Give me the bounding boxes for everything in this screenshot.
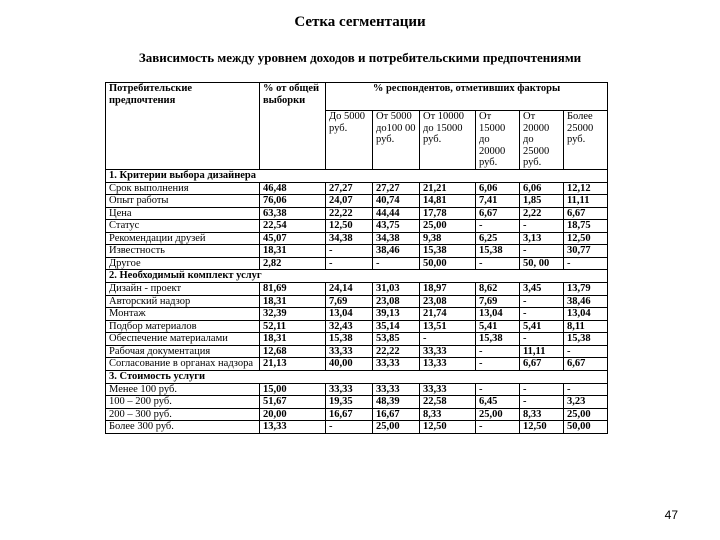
row-value: 11,11 bbox=[564, 195, 608, 208]
row-value: 50,00 bbox=[420, 257, 476, 270]
section-title: 1. Критерии выбора дизайнера bbox=[106, 169, 608, 182]
row-value: 9,38 bbox=[420, 232, 476, 245]
row-value: - bbox=[326, 421, 373, 434]
page-title: Сетка сегментации bbox=[294, 14, 426, 30]
section-row bbox=[106, 270, 608, 283]
table-row bbox=[106, 283, 608, 296]
row-share: 18,31 bbox=[260, 333, 326, 346]
row-value: 8,62 bbox=[476, 283, 520, 296]
row-value: - bbox=[476, 257, 520, 270]
row-value: 23,08 bbox=[373, 295, 420, 308]
row-value: 15,38 bbox=[476, 333, 520, 346]
row-value: - bbox=[520, 333, 564, 346]
row-value: 7,41 bbox=[476, 195, 520, 208]
row-label: 200 – 300 руб. bbox=[106, 408, 260, 421]
row-share: 18,31 bbox=[260, 295, 326, 308]
row-label: Статус bbox=[106, 220, 260, 233]
row-value: 40,74 bbox=[373, 195, 420, 208]
row-value: 19,35 bbox=[326, 396, 373, 409]
row-value: 39,13 bbox=[373, 308, 420, 321]
table-row bbox=[106, 383, 608, 396]
row-value: 50, 00 bbox=[520, 257, 564, 270]
row-value: 48,39 bbox=[373, 396, 420, 409]
row-value: 3,45 bbox=[520, 283, 564, 296]
row-value: 12,50 bbox=[520, 421, 564, 434]
row-value: 13,04 bbox=[476, 308, 520, 321]
row-value: 33,33 bbox=[373, 358, 420, 371]
row-value: 1,85 bbox=[520, 195, 564, 208]
row-label: Известность bbox=[106, 245, 260, 258]
row-value: 40,00 bbox=[326, 358, 373, 371]
row-value: 33,33 bbox=[420, 345, 476, 358]
table-row bbox=[106, 345, 608, 358]
table-row bbox=[106, 295, 608, 308]
header-respondents: % респондентов, отметивших факторы bbox=[326, 83, 608, 111]
row-value: 43,75 bbox=[373, 220, 420, 233]
row-share: 18,31 bbox=[260, 245, 326, 258]
table-row bbox=[106, 358, 608, 371]
row-label: Другое bbox=[106, 257, 260, 270]
table-row bbox=[106, 220, 608, 233]
row-value: 8,33 bbox=[520, 408, 564, 421]
row-share: 46,48 bbox=[260, 182, 326, 195]
row-share: 20,00 bbox=[260, 408, 326, 421]
table-row bbox=[106, 257, 608, 270]
row-value: 13,33 bbox=[420, 358, 476, 371]
header-income-6: Более 25000 руб. bbox=[564, 111, 608, 170]
row-value: 3,23 bbox=[564, 396, 608, 409]
table-row bbox=[106, 333, 608, 346]
row-share: 51,67 bbox=[260, 396, 326, 409]
row-value: 16,67 bbox=[326, 408, 373, 421]
row-share: 2,82 bbox=[260, 257, 326, 270]
row-value: - bbox=[326, 257, 373, 270]
row-label: Менее 100 руб. bbox=[106, 383, 260, 396]
row-value: 25,00 bbox=[420, 220, 476, 233]
table-row bbox=[106, 320, 608, 333]
row-label: Рекомендации друзей bbox=[106, 232, 260, 245]
row-label: Авторский надзор bbox=[106, 295, 260, 308]
row-value: 15,38 bbox=[326, 333, 373, 346]
row-value: 22,22 bbox=[326, 207, 373, 220]
header-income-2: От 5000 до100 00 руб. bbox=[373, 111, 420, 170]
row-value: 8,11 bbox=[564, 320, 608, 333]
row-label: Монтаж bbox=[106, 308, 260, 321]
row-value: 12,50 bbox=[564, 232, 608, 245]
row-value: - bbox=[520, 308, 564, 321]
row-value: 13,79 bbox=[564, 283, 608, 296]
row-value: - bbox=[520, 220, 564, 233]
row-value: 50,00 bbox=[564, 421, 608, 434]
row-value: 22,22 bbox=[373, 345, 420, 358]
header-income-5: От 20000 до 25000 руб. bbox=[520, 111, 564, 170]
row-value: 2,22 bbox=[520, 207, 564, 220]
row-value: 7,69 bbox=[476, 295, 520, 308]
table-row bbox=[106, 182, 608, 195]
row-value: - bbox=[476, 383, 520, 396]
row-value: 31,03 bbox=[373, 283, 420, 296]
row-value: 27,27 bbox=[326, 182, 373, 195]
row-share: 13,33 bbox=[260, 421, 326, 434]
section-title: 2. Необходимый комплект услуг bbox=[106, 270, 608, 283]
header-preferences: Потребительские предпочтения bbox=[106, 83, 260, 170]
row-share: 21,13 bbox=[260, 358, 326, 371]
row-label: Более 300 руб. bbox=[106, 421, 260, 434]
row-label: 100 – 200 руб. bbox=[106, 396, 260, 409]
row-value: 38,46 bbox=[564, 295, 608, 308]
row-value: - bbox=[373, 257, 420, 270]
row-value: 5,41 bbox=[520, 320, 564, 333]
row-value: 15,38 bbox=[564, 333, 608, 346]
row-value: 6,06 bbox=[520, 182, 564, 195]
row-share: 76,06 bbox=[260, 195, 326, 208]
row-share: 45,07 bbox=[260, 232, 326, 245]
header-income-3: От 10000 до 15000 руб. bbox=[420, 111, 476, 170]
row-value: 15,38 bbox=[420, 245, 476, 258]
row-value: - bbox=[476, 358, 520, 371]
row-value: 8,33 bbox=[420, 408, 476, 421]
row-value: 12,12 bbox=[564, 182, 608, 195]
page-subtitle: Зависимость между уровнем доходов и потребительскими предпочтениями bbox=[138, 50, 582, 65]
row-value: 6,67 bbox=[564, 207, 608, 220]
row-value: 18,97 bbox=[420, 283, 476, 296]
row-label: Срок выполнения bbox=[106, 182, 260, 195]
row-value: - bbox=[476, 421, 520, 434]
row-value: 13,04 bbox=[564, 308, 608, 321]
row-value: 18,75 bbox=[564, 220, 608, 233]
row-value: - bbox=[476, 345, 520, 358]
row-value: 16,67 bbox=[373, 408, 420, 421]
row-value: 11,11 bbox=[520, 345, 564, 358]
row-value: 6,25 bbox=[476, 232, 520, 245]
row-share: 12,68 bbox=[260, 345, 326, 358]
row-value: 25,00 bbox=[564, 408, 608, 421]
row-value: 35,14 bbox=[373, 320, 420, 333]
table-row bbox=[106, 396, 608, 409]
table-row bbox=[106, 308, 608, 321]
row-value: 15,38 bbox=[476, 245, 520, 258]
row-value: 24,07 bbox=[326, 195, 373, 208]
table-row bbox=[106, 207, 608, 220]
row-value: 13,51 bbox=[420, 320, 476, 333]
row-value: 6,67 bbox=[564, 358, 608, 371]
row-share: 15,00 bbox=[260, 383, 326, 396]
row-label: Подбор материалов bbox=[106, 320, 260, 333]
section-row bbox=[106, 370, 608, 383]
row-value: 6,67 bbox=[476, 207, 520, 220]
row-value: 33,33 bbox=[420, 383, 476, 396]
row-share: 32,39 bbox=[260, 308, 326, 321]
row-value: 25,00 bbox=[476, 408, 520, 421]
row-value: 33,33 bbox=[326, 345, 373, 358]
row-value: 38,46 bbox=[373, 245, 420, 258]
table-row bbox=[106, 232, 608, 245]
row-value: 23,08 bbox=[420, 295, 476, 308]
row-value: 33,33 bbox=[373, 383, 420, 396]
header-income-1: До 5000 руб. bbox=[326, 111, 373, 170]
row-label: Дизайн - проект bbox=[106, 283, 260, 296]
row-value: 27,27 bbox=[373, 182, 420, 195]
table-row bbox=[106, 421, 608, 434]
row-label: Согласование в органах надзора bbox=[106, 358, 260, 371]
row-value: 21,74 bbox=[420, 308, 476, 321]
row-value: 17,78 bbox=[420, 207, 476, 220]
row-label: Рабочая документация bbox=[106, 345, 260, 358]
row-value: 34,38 bbox=[326, 232, 373, 245]
row-value: 12,50 bbox=[326, 220, 373, 233]
row-value: 53,85 bbox=[373, 333, 420, 346]
row-value: 14,81 bbox=[420, 195, 476, 208]
row-value: 6,06 bbox=[476, 182, 520, 195]
row-value: - bbox=[520, 245, 564, 258]
row-value: 21,21 bbox=[420, 182, 476, 195]
row-value: 22,58 bbox=[420, 396, 476, 409]
row-value: 6,67 bbox=[520, 358, 564, 371]
row-value: 13,04 bbox=[326, 308, 373, 321]
row-value: 5,41 bbox=[476, 320, 520, 333]
page-number: 47 bbox=[664, 508, 678, 522]
header-share: % от общей выборки bbox=[260, 83, 326, 170]
segmentation-table bbox=[105, 82, 608, 434]
row-share: 22,54 bbox=[260, 220, 326, 233]
row-value: - bbox=[564, 257, 608, 270]
row-value: 7,69 bbox=[326, 295, 373, 308]
row-value: - bbox=[420, 333, 476, 346]
row-value: - bbox=[520, 295, 564, 308]
row-value: 33,33 bbox=[326, 383, 373, 396]
row-value: - bbox=[520, 396, 564, 409]
header-income-4: От 15000 до 20000 руб. bbox=[476, 111, 520, 170]
row-label: Опыт работы bbox=[106, 195, 260, 208]
row-share: 52,11 bbox=[260, 320, 326, 333]
row-label: Обеспечение материалами bbox=[106, 333, 260, 346]
row-label: Цена bbox=[106, 207, 260, 220]
row-value: - bbox=[564, 383, 608, 396]
row-value: 12,50 bbox=[420, 421, 476, 434]
row-value: - bbox=[564, 345, 608, 358]
row-share: 63,38 bbox=[260, 207, 326, 220]
row-value: 32,43 bbox=[326, 320, 373, 333]
row-value: 6,45 bbox=[476, 396, 520, 409]
row-value: 25,00 bbox=[373, 421, 420, 434]
section-row bbox=[106, 169, 608, 182]
row-value: 34,38 bbox=[373, 232, 420, 245]
table-row bbox=[106, 195, 608, 208]
row-value: - bbox=[326, 245, 373, 258]
table-row bbox=[106, 408, 608, 421]
row-value: 24,14 bbox=[326, 283, 373, 296]
section-title: 3. Стоимость услуги bbox=[106, 370, 608, 383]
row-value: 30,77 bbox=[564, 245, 608, 258]
row-value: - bbox=[520, 383, 564, 396]
row-value: 3,13 bbox=[520, 232, 564, 245]
row-value: 44,44 bbox=[373, 207, 420, 220]
table-row bbox=[106, 245, 608, 258]
row-share: 81,69 bbox=[260, 283, 326, 296]
row-value: - bbox=[476, 220, 520, 233]
